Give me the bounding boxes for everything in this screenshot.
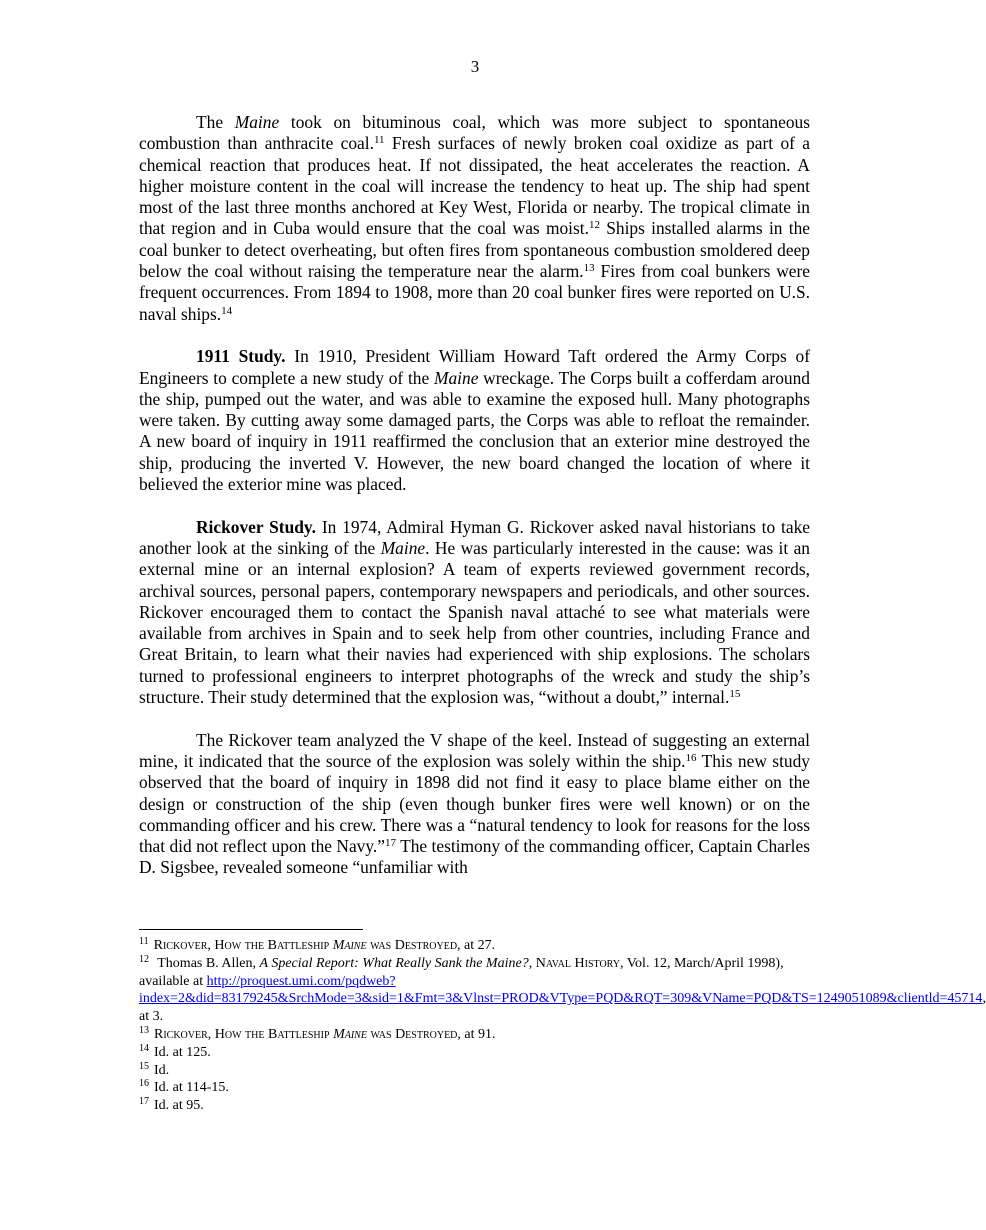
text-run: Fresh surfaces of newly broken coal oxidize as part of a chemical reaction that produces heat. If not dissipated, the heat accelerates the reaction. A higher moisture content in the coal will increase the tendency to heat up. The ship had spent most of the last three months anchored at Key West, Florida or nearby. The tropical climate in that region and in Cuba would ensure that the coal was moist. [139, 133, 810, 239]
footnote [139, 953, 986, 1026]
text-run: The testimony of the commanding officer, Captain Charles D. Sigsbee, revealed someone “unfamiliar with [139, 836, 810, 878]
text-run: wreckage. The Corps built a cofferdam around the ship, pumped out the water, and was able to examine the exposed hull. Many photographs were taken. By cutting away some damaged parts, the Corps was able to refloat the remainder. A new board of inquiry in 1911 reaffirmed the conclusion that an exterior mine destroyed the ship, producing the inverted V. However, the new board changed the location of where it believed the exterior mine was placed. [139, 367, 810, 495]
text-run: Id. [154, 1062, 170, 1078]
text-run: Id. at 114-15. [154, 1080, 229, 1096]
citation-title: Rickover, How the Battleship [153, 938, 333, 953]
text-run: Thomas B. Allen, [154, 955, 260, 971]
footnote-marker: 13 [139, 1024, 149, 1036]
footnote-marker: 12 [139, 953, 149, 965]
page-number: 3 [470, 57, 480, 76]
footnote-marker: 15 [729, 688, 741, 701]
text-run: In 1974, Admiral Hyman G. Rickover asked naval historians to take another look at the sinking of the [139, 516, 810, 558]
text-run: Fires from coal bunkers were frequent occurrences. From 1894 to 1908, more than 20 coal bunker fires were reported on U.S. naval ships. [139, 261, 811, 324]
text-run: . He was particularly interested in the cause: was it an external mine or an internal explosion? A team of experts reviewed government records, archival sources, personal papers, contemporary newspapers and periodicals, and other sources. Rickover encouraged them to contact the Spanish naval attaché to see what materials were available from archives in Spain and to seek help from other countries, including France and Great Britain, to learn what their navies had experienced with ship explosions. The scholars turned to professional engineers to interpret photographs of the wreck and study the ship’s structure. Their study determined that the explosion was, “without a doubt,” internal. [139, 537, 810, 708]
footnotes [139, 936, 986, 1115]
citation-title-italic: Maine [332, 938, 367, 953]
italic-text: Maine [433, 367, 479, 388]
text-run: , Vol. 12, March/April 1998), available at [139, 955, 784, 989]
footnote-marker: 16 [685, 751, 697, 764]
italic-text: A Special Report: What Really Sank the Maine? [259, 955, 529, 971]
paragraph [139, 112, 810, 325]
footnote [139, 1044, 819, 1062]
citation-title-italic: Maine [333, 1026, 367, 1042]
section-heading: 1911 Study. [196, 346, 286, 367]
citation-title: Naval History [535, 955, 620, 971]
footnote [139, 1097, 819, 1115]
text-run: The [196, 112, 235, 132]
footnote [139, 937, 819, 955]
footnote [139, 1026, 819, 1044]
text-run: Id. at 95. [154, 1098, 204, 1114]
footnote-marker: 16 [139, 1078, 149, 1090]
text-run: , [528, 955, 536, 971]
footnote [139, 1062, 819, 1080]
footnote-marker: 11 [139, 936, 149, 947]
footnote-divider [139, 929, 363, 930]
text-run: In 1910, President William Howard Taft ordered the Army Corps of Engineers to complete a new study of the [139, 346, 811, 388]
paragraph [139, 730, 810, 879]
italic-text: Maine [234, 112, 280, 132]
footnote-marker: 17 [139, 1096, 149, 1108]
footnote-marker: 14 [139, 1042, 149, 1054]
source-link[interactable]: http://proquest.umi.com/pqdweb?index=2&did=83179245&SrchMode=3&sid=1&Fmt=3&Vlnst=PROD&VType=PQD&RQT=309&VName=PQD&TS=1249051089&clientld=45714 [139, 973, 983, 1007]
citation-title: Rickover, How the Battleship [154, 1026, 334, 1042]
footnote-marker: 17 [385, 837, 396, 850]
footnote-marker: 13 [583, 262, 595, 275]
text-run: , at 3. [139, 991, 986, 1025]
text-run: , at 27. [457, 938, 496, 953]
footnote-marker: 14 [221, 304, 233, 317]
footnote-marker: 15 [139, 1060, 149, 1072]
italic-text: Maine [380, 537, 426, 558]
text-run: Id. at 125. [154, 1044, 211, 1060]
footnote-marker: 11 [373, 134, 385, 147]
citation-title: was Destroyed [366, 938, 458, 953]
paragraph [139, 517, 810, 709]
citation-title: was Destroyed [366, 1026, 458, 1042]
body-text [139, 112, 810, 900]
footnote-marker: 12 [588, 219, 600, 232]
text-run: took on bituminous coal, which was more subject to spontaneous combustion than anthracite coal. [139, 112, 810, 154]
text-run: This new study observed that the board of inquiry in 1898 did not find it easy to place blame either on the design or construction of the ship (even though bunker fires were well known) or on the commanding officer and his crew. There was a “natural tendency to look for reasons for the loss that did not reflect upon the Navy.” [139, 750, 810, 857]
footnote [139, 1079, 819, 1097]
text-run: The Rickover team analyzed the V shape of the keel. Instead of suggesting an external mine, it indicated that the source of the explosion was solely within the ship. [139, 729, 810, 771]
text-run: , at 91. [457, 1026, 496, 1042]
text-run: Ships installed alarms in the coal bunker to detect overheating, but often fires from spontaneous combustion smoldered deep below the coal without raising the temperature near the alarm. [139, 218, 811, 282]
paragraph [139, 346, 810, 495]
section-heading: Rickover Study. [196, 516, 317, 537]
